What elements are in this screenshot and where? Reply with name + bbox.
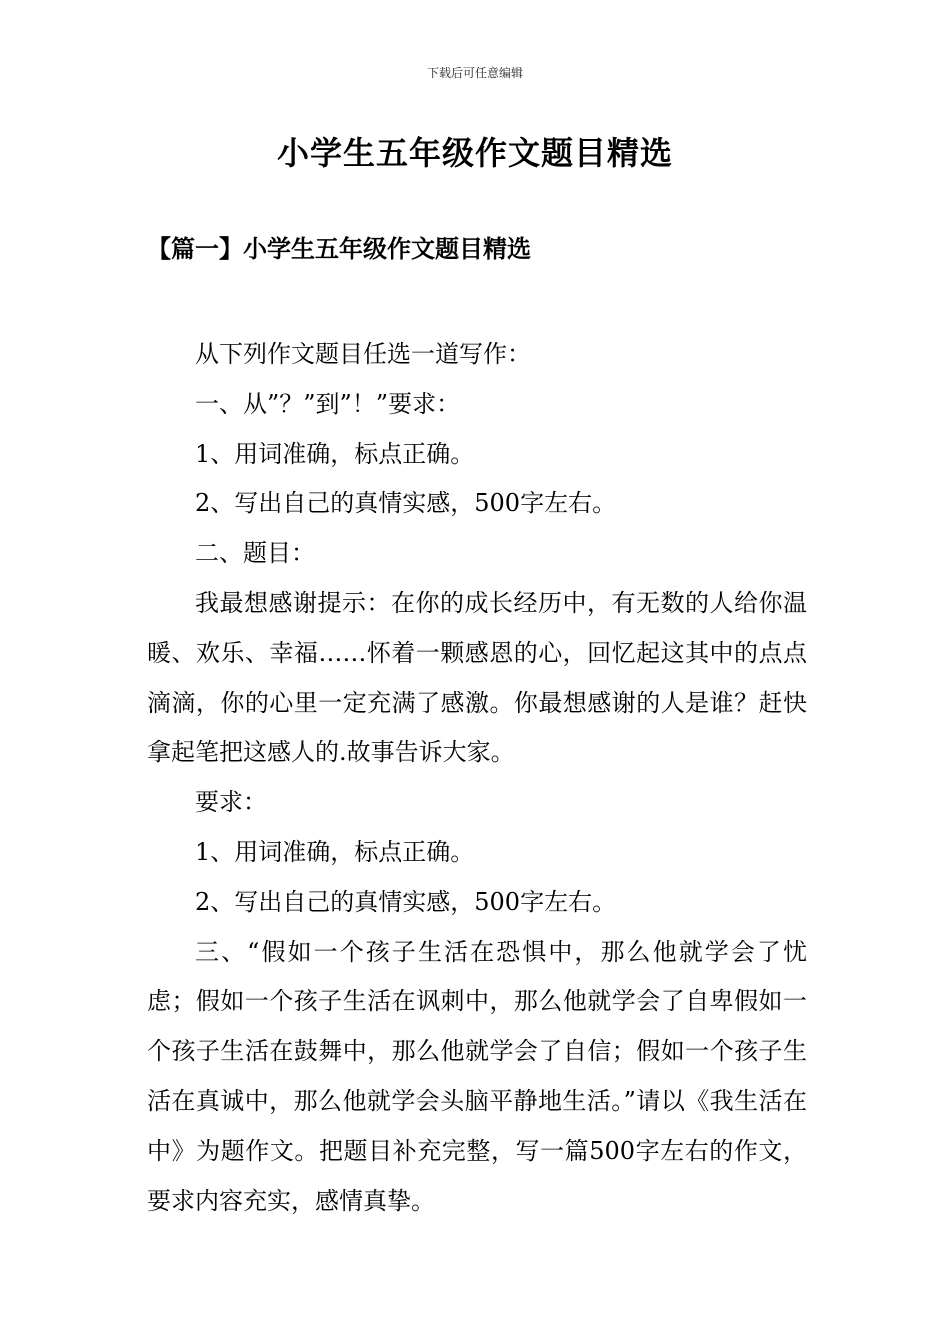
section-heading: 【篇一】小学生五年级作文题目精选	[147, 234, 531, 263]
header-note: 下载后可任意编辑	[426, 66, 523, 80]
paragraph-instruction: 从下列作文题目任选一道写作：	[195, 340, 531, 368]
paragraph-requirement: 2、写出自己的真情实感，500字左右。	[195, 489, 617, 518]
paragraph-topic-three: 三、“假如一个孩子生活在恐惧中，那么他就学会了忧虑；假如一个孩子生活在讽刺中，那么他就学会了自卑假如一个孩子生活在鼓舞中，那么他就学会了自信；假如一个孩子生活在真诚中，那么他就学会头脑平静地生活。”请以《我生活在中》为题作文。把题目补充完整，写一篇500字左右的作文，要求内容充实，感情真挚。	[147, 937, 807, 1215]
paragraph-topic-one: 一、从”？”到”！”要求：	[195, 389, 461, 418]
paragraph-requirement: 2、写出自己的真情实感，500字左右。	[195, 887, 617, 916]
paragraph-requirement: 1、用词准确，标点正确。	[195, 439, 475, 468]
document-title: 小学生五年级作文题目精选	[276, 134, 673, 172]
paragraph-prompt: 我最想感谢提示：在你的成长经历中，有无数的人给你温暖、欢乐、幸福……怀着一颗感恩的心，回忆起这其中的点点滴滴，你的心里一定充满了感激。你最想感谢的人是谁？赶快拿起笔把这感人的.故事告诉大家。	[147, 588, 807, 767]
document-body	[147, 330, 807, 1226]
paragraph-requirement: 1、用词准确，标点正确。	[195, 837, 475, 866]
paragraph-topic-two: 二、题目：	[195, 539, 315, 568]
paragraph-requirements-label: 要求：	[195, 788, 267, 817]
